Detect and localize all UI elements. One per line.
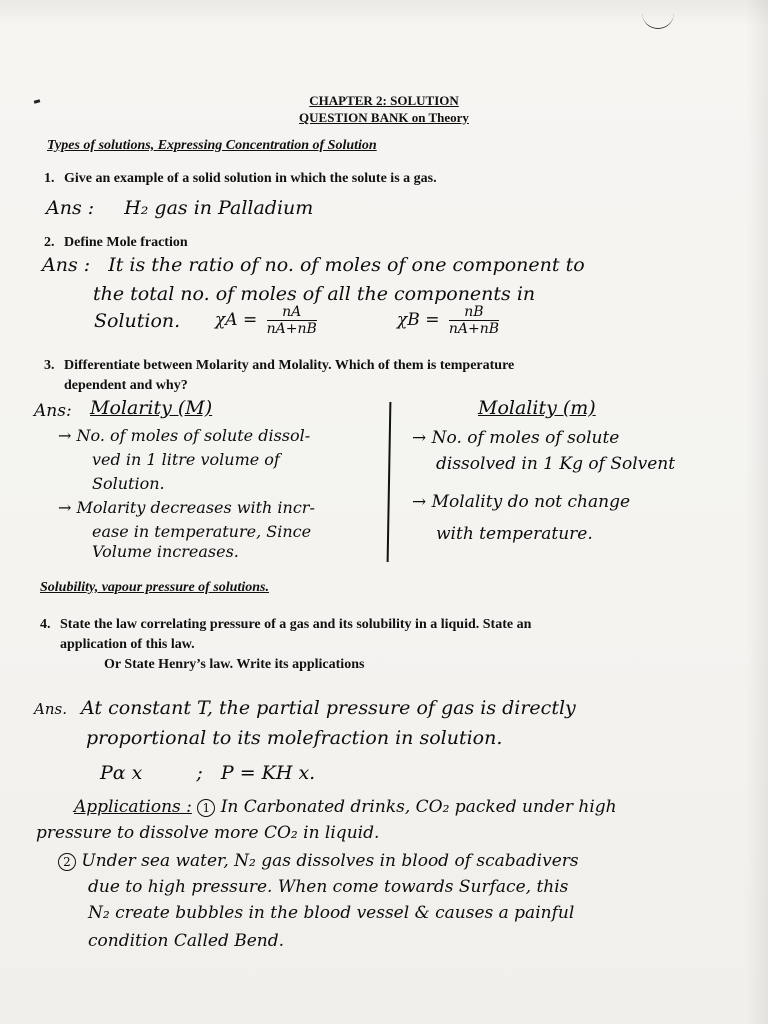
molality-point-1-line-1: → No. of moles of solute bbox=[412, 428, 620, 448]
point-number-circle: 2 bbox=[58, 853, 76, 871]
fraction-denominator: nA+nB bbox=[448, 321, 500, 337]
formula-lhs: χA = bbox=[215, 310, 258, 330]
molarity-point-1-line-1: → No. of moles of solute dissol- bbox=[58, 426, 311, 445]
molarity-point-2-line-3: Volume increases. bbox=[92, 542, 239, 561]
question-text-alternative: Or State Henry’s law. Write its applications bbox=[104, 657, 365, 672]
question-text: Define Mole fraction bbox=[64, 235, 188, 250]
mole-fraction-a-formula bbox=[215, 304, 317, 337]
molality-point-2-line-2: with temperature. bbox=[436, 524, 593, 544]
fraction-numerator: nA bbox=[282, 304, 302, 320]
answer-3-prefix: Ans: bbox=[34, 401, 72, 421]
answer-4-line-1 bbox=[34, 697, 576, 719]
answer-prefix: Ans. bbox=[34, 700, 67, 718]
application-2-line-4: condition Called Bend. bbox=[88, 931, 285, 951]
formula-lhs: χB = bbox=[397, 310, 440, 330]
applications-label: Applications : bbox=[74, 797, 192, 817]
molarity-point-2-line-1: → Molarity decreases with incr- bbox=[58, 498, 315, 517]
column-divider bbox=[387, 402, 392, 562]
fraction bbox=[267, 304, 317, 337]
application-2-line-3: N₂ create bubbles in the blood vessel & causes a painful bbox=[88, 903, 575, 923]
applications-line-1 bbox=[74, 797, 617, 817]
mole-fraction-b-formula bbox=[397, 304, 499, 337]
question-text: Differentiate between Molarity and Molality. Which of them is temperature bbox=[64, 358, 515, 373]
question-number: 3. bbox=[44, 358, 55, 373]
page-title: CHAPTER 2: SOLUTION bbox=[309, 93, 459, 108]
answer-text: At constant T, the partial pressure of gas is directly bbox=[81, 697, 576, 719]
answer-2-line-1 bbox=[42, 254, 585, 276]
fraction bbox=[449, 304, 499, 337]
applications-line-2: pressure to dissolve more CO₂ in liquid. bbox=[36, 823, 380, 843]
answer-2-line-2: the total no. of moles of all the components in bbox=[93, 283, 536, 305]
question-text-continued: dependent and why? bbox=[64, 378, 188, 393]
question-text-continued: application of this law. bbox=[60, 637, 195, 652]
question-text: State the law correlating pressure of a gas and its solubility in a liquid. State an bbox=[60, 617, 532, 632]
answer-1 bbox=[46, 197, 313, 219]
answer-text: It is the ratio of no. of moles of one component to bbox=[108, 254, 585, 276]
proportionality: Pα x bbox=[100, 762, 143, 784]
henry-equation: P = KH x. bbox=[220, 762, 316, 784]
application-2-line-2: due to high pressure. When come towards Surface, this bbox=[88, 877, 569, 897]
fraction-numerator: nB bbox=[464, 304, 484, 320]
right-edge-shadow bbox=[746, 0, 768, 1024]
molality-point-2-line-1: → Molality do not change bbox=[412, 492, 631, 512]
henry-law-formula bbox=[100, 762, 315, 784]
page-subtitle: QUESTION BANK on Theory bbox=[299, 110, 469, 125]
question-number: 4. bbox=[40, 617, 51, 632]
application-2-line-1 bbox=[58, 851, 579, 871]
application-text: Under sea water, N₂ gas dissolves in blood of scabadivers bbox=[81, 851, 579, 871]
molality-point-1-line-2: dissolved in 1 Kg of Solvent bbox=[436, 454, 676, 474]
application-text: In Carbonated drinks, CO₂ packed under high bbox=[220, 797, 617, 817]
question-2 bbox=[44, 233, 188, 253]
molarity-point-2-line-2: ease in temperature, Since bbox=[92, 522, 312, 541]
molarity-heading: Molarity (M) bbox=[90, 397, 213, 419]
question-3 bbox=[44, 356, 514, 396]
answer-2-line-3: Solution. bbox=[94, 310, 181, 332]
fraction-denominator: nA+nB bbox=[266, 321, 317, 337]
question-text: Give an example of a solid solution in which the solute is a gas. bbox=[64, 171, 437, 186]
question-number: 1. bbox=[44, 171, 55, 186]
answer-text: H₂ gas in Palladium bbox=[124, 197, 314, 219]
answer-prefix: Ans : bbox=[46, 197, 95, 219]
section-heading-concentration: Types of solutions, Expressing Concentration of Solution bbox=[47, 138, 377, 153]
point-number-circle: 1 bbox=[197, 799, 215, 817]
question-number: 2. bbox=[44, 235, 55, 250]
question-4 bbox=[40, 615, 531, 675]
molality-heading: Molality (m) bbox=[478, 397, 596, 419]
molarity-point-1-line-3: Solution. bbox=[92, 474, 165, 493]
answer-prefix: Ans : bbox=[42, 254, 91, 276]
molarity-point-1-line-2: ved in 1 litre volume of bbox=[92, 450, 280, 469]
section-heading-solubility: Solubility, vapour pressure of solutions. bbox=[40, 580, 269, 595]
question-1 bbox=[44, 169, 437, 189]
formula-separator: ; bbox=[196, 762, 203, 784]
answer-4-line-2: proportional to its molefraction in solution. bbox=[86, 727, 503, 749]
